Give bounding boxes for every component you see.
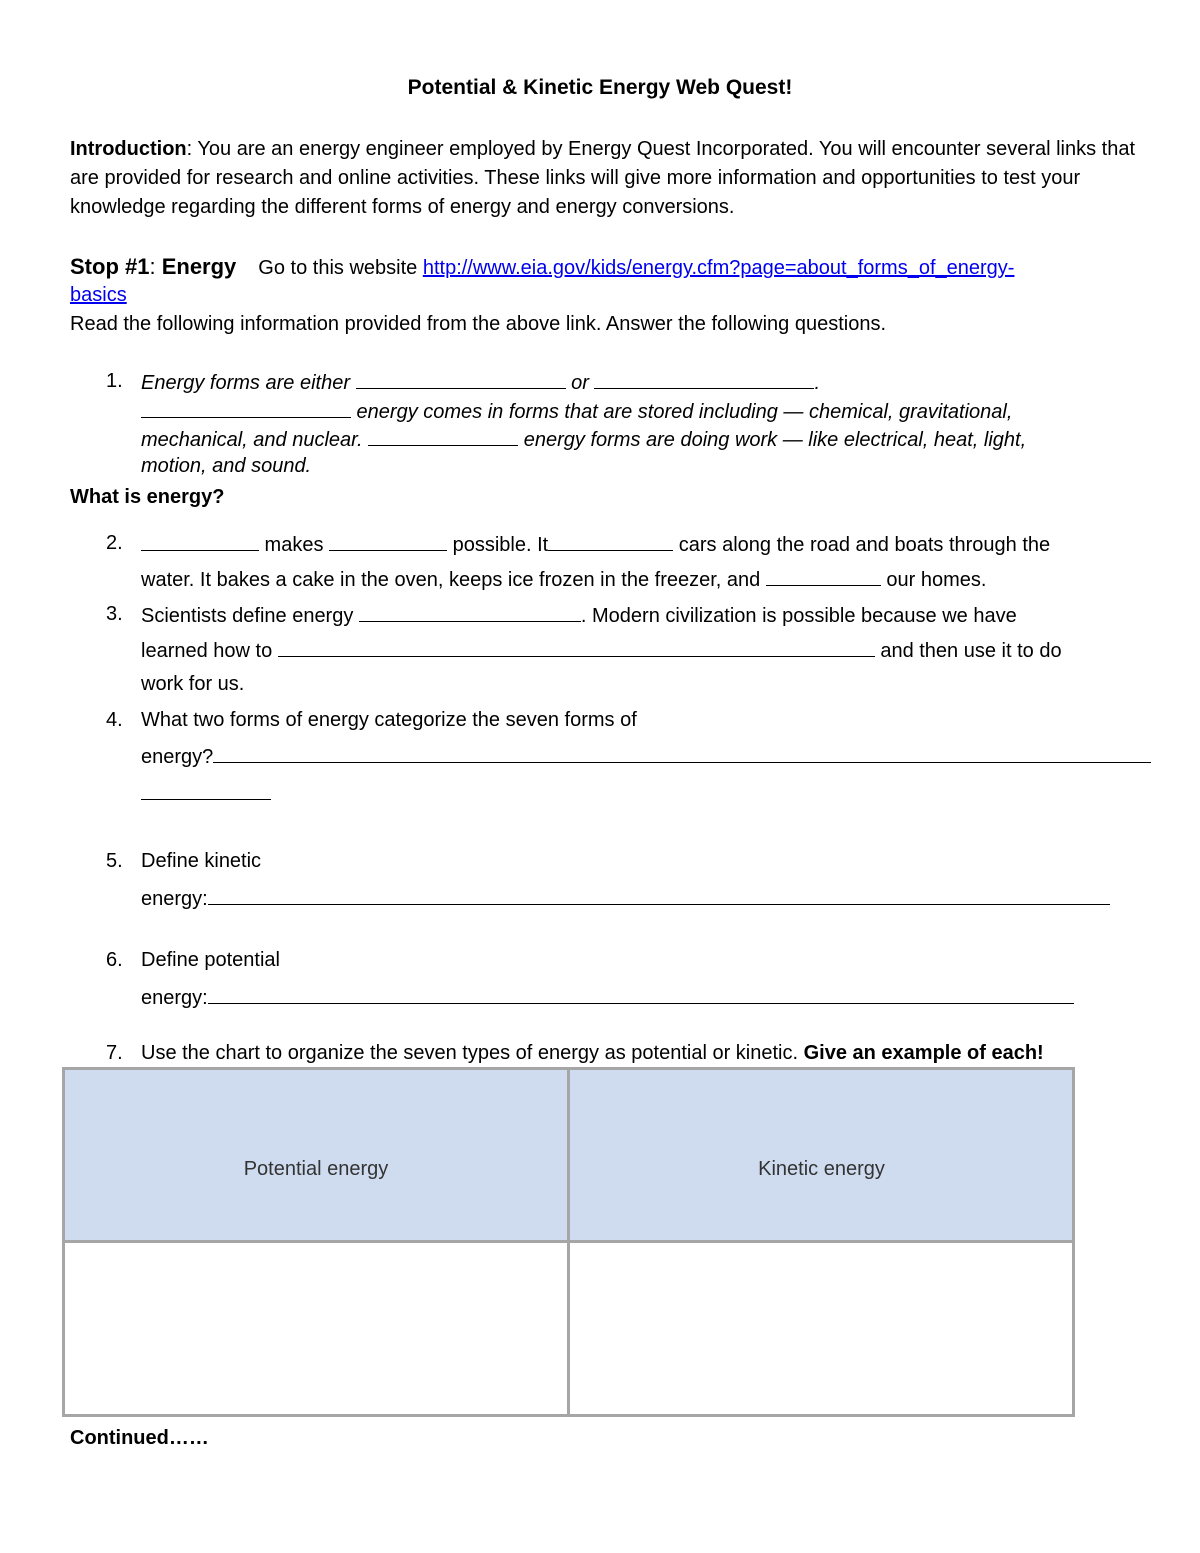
- q2-line2: water. It bakes a cake in the oven, keeps ice frozen in the freezer, and our homes.: [141, 569, 987, 591]
- stop1-go-text: Go to this website: [258, 257, 423, 279]
- q1-line4: motion, and sound.: [141, 455, 312, 477]
- q2-line1: makes possible. It cars along the road and boats through the: [141, 532, 1050, 557]
- table-cell-kinetic[interactable]: [570, 1242, 1073, 1414]
- q2-blank-3[interactable]: [548, 532, 673, 551]
- q1-line2: energy comes in forms that are stored including — chemical, gravitational,: [141, 399, 1012, 424]
- q5-answer-blank[interactable]: [208, 886, 1110, 905]
- q3-line3: work for us.: [141, 673, 245, 695]
- q4-answer-blank[interactable]: [213, 744, 1151, 763]
- intro-label: Introduction: [70, 138, 187, 160]
- stop1-instructions: Read the following information provided from the above link. Answer the following questions.: [70, 313, 887, 335]
- q3-number: 3.: [106, 603, 123, 625]
- q6-line1: Define potential: [141, 949, 280, 971]
- q6-answer-blank[interactable]: [208, 985, 1074, 1004]
- stop1-link[interactable]: http://www.eia.gov/kids/energy.cfm?page=about_forms_of_energy-: [422, 257, 1015, 279]
- page-title: Potential & Kinetic Energy Web Quest!: [407, 76, 793, 99]
- q5-line2: energy:: [141, 886, 1110, 911]
- table-border-center: [567, 1067, 570, 1417]
- q2-blank-4[interactable]: [766, 567, 881, 586]
- stop1-link-line2[interactable]: basics: [70, 284, 127, 306]
- q3-line2: learned how to and then use it to do: [141, 640, 1062, 662]
- table-cell-potential[interactable]: [64, 1242, 568, 1414]
- q6-line2: energy:: [141, 985, 1074, 1010]
- q5-number: 5.: [106, 850, 123, 872]
- table-header-kinetic: [570, 1069, 1073, 1240]
- q3-blank-1[interactable]: [359, 603, 581, 622]
- q4-line1: What two forms of energy categorize the seven forms of: [141, 709, 637, 731]
- q1-blank-4[interactable]: [368, 427, 518, 446]
- q2-blank-2[interactable]: [329, 532, 447, 551]
- q7-bold-text: Give an example of each!: [803, 1042, 1044, 1064]
- q1-blank-2[interactable]: [594, 370, 814, 389]
- q7-number: 7.: [106, 1042, 123, 1064]
- stop1-label: Stop #1: Energy: [70, 254, 237, 279]
- q4-line3: [141, 781, 271, 806]
- stop1-heading-line: [70, 254, 1014, 280]
- introduction-paragraph: Introduction: You are an energy engineer employed by Energy Quest Incorporated. You will encounter several links that are provided for research and online activities. These links will give more information and opportunities to test your knowledge regarding the different forms of energy and energy conversions.: [70, 138, 1136, 218]
- q6-number: 6.: [106, 949, 123, 971]
- q1-line3: mechanical, and nuclear. energy forms are doing work — like electrical, heat, light,: [141, 429, 1027, 451]
- q4-line2: energy?: [141, 744, 1151, 769]
- q7-text: Use the chart to organize the seven types of energy as potential or kinetic. Give an example of each!: [141, 1042, 1044, 1064]
- q1-blank-1[interactable]: [356, 370, 566, 389]
- table-header-potential: [64, 1069, 568, 1240]
- table-border-right: [1072, 1067, 1075, 1417]
- q4-number: 4.: [106, 709, 123, 731]
- q1-line1: Energy forms are either or .: [141, 372, 820, 394]
- continued-label: Continued……: [70, 1427, 209, 1449]
- what-is-energy-heading: What is energy?: [70, 486, 225, 508]
- q2-number: 2.: [106, 532, 123, 554]
- q2-blank-1[interactable]: [141, 532, 259, 551]
- q4-answer-blank-2[interactable]: [141, 781, 271, 800]
- stop1-link-continuation: [70, 284, 127, 307]
- q5-line1: Define kinetic: [141, 850, 262, 872]
- kinetic-energy-header: Kinetic energy: [758, 1158, 885, 1180]
- q3-line1: Scientists define energy . Modern civilization is possible because we have: [141, 605, 1017, 627]
- q1-number: 1.: [106, 370, 123, 392]
- potential-energy-header: Potential energy: [243, 1158, 389, 1180]
- q1-blank-3[interactable]: [141, 399, 351, 418]
- q3-blank-2[interactable]: [278, 638, 875, 657]
- intro-text: You are an energy engineer employed by Energy Quest Incorporated. You will encounter several links that are provided for research and online activities. These links will give more information and opportunities to test your knowledge regarding the different forms of energy and energy conversions.: [70, 138, 1136, 218]
- table-border-left: [62, 1067, 65, 1417]
